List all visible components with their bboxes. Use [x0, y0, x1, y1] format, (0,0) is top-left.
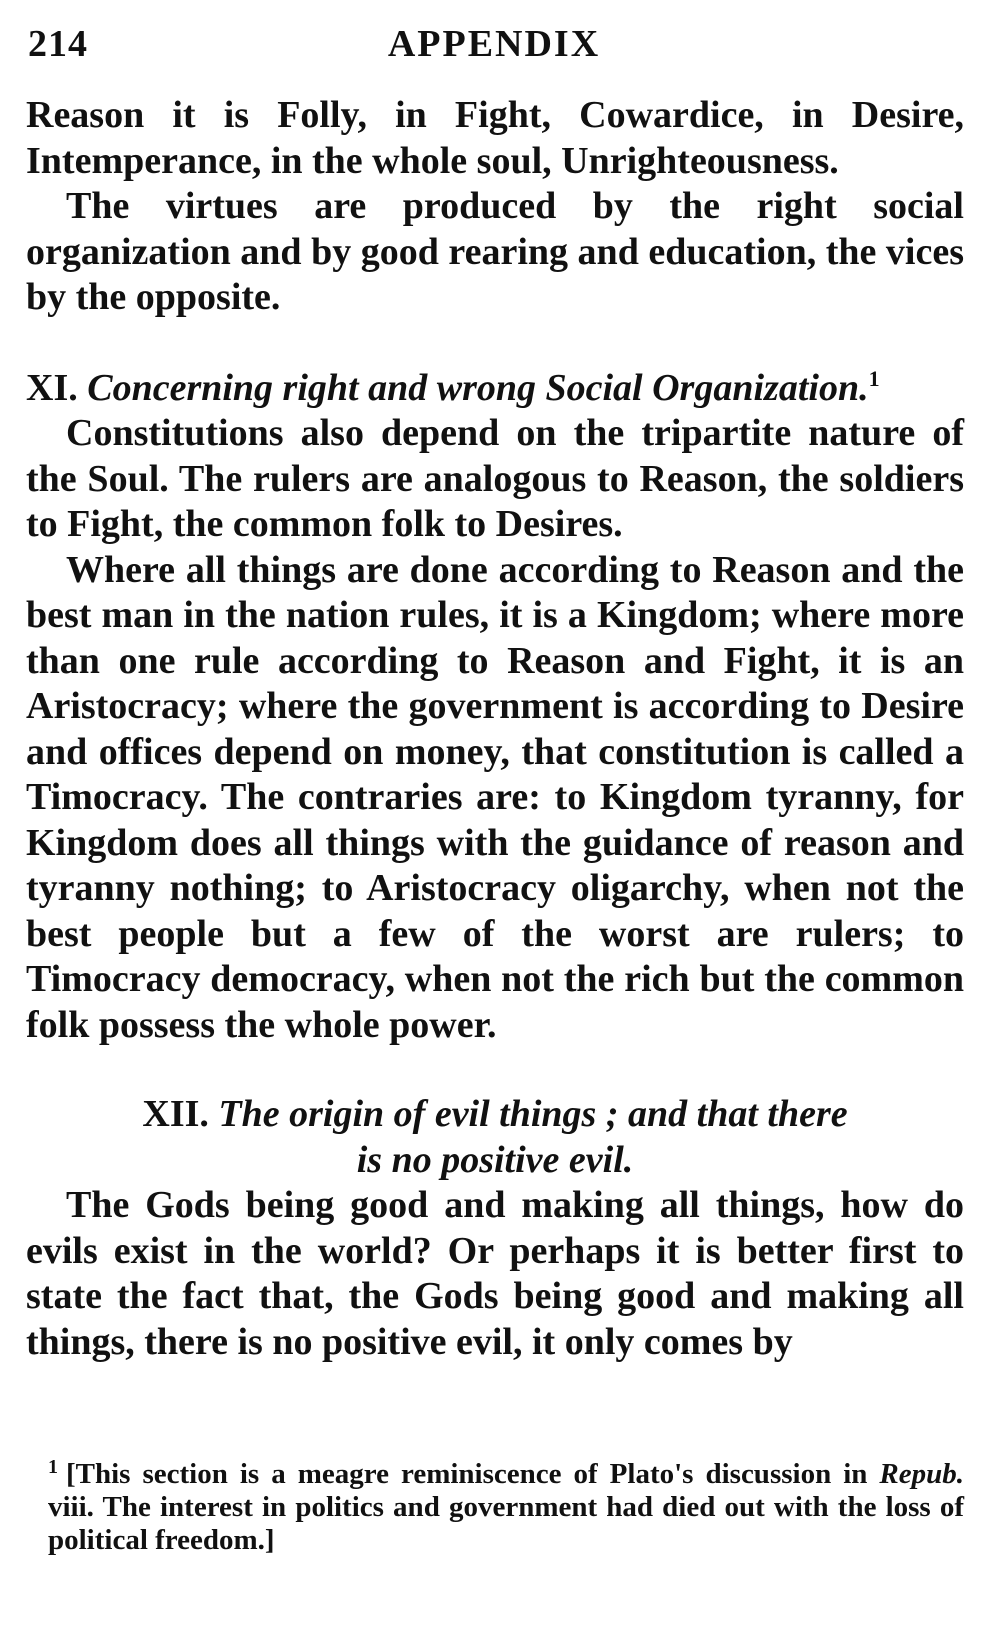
page-header — [26, 22, 962, 72]
footnote — [48, 1458, 964, 1557]
section-heading-xii — [26, 1092, 964, 1183]
paragraph-gods: The Gods being good and making all things, how do evils exist in the world? Or perhaps it is better first to state the fact that, the Gods being good and making all things, there is no positive evil, it only comes by — [26, 1184, 964, 1363]
section-title: Concerning right and wrong Social Organization. — [87, 366, 869, 409]
page-body — [26, 93, 964, 1365]
footnote-mark: 1 — [48, 1456, 58, 1478]
paragraph-continuation: Reason it is Folly, in Fight, Cowardice, in Desire, Intemperance, in the whole soul, Unrighteousness. — [26, 94, 964, 182]
paragraph-kingdom: Where all things are done according to Reason and the best man in the nation rules, it is a Kingdom; where more than one rule according to Reason and Fight, it is an Aristocracy; where the government is according to Desire and offices depend on money, that constitution is called a Timocracy. The contraries are: to Kingdom tyranny, for Kingdom does all things with the guidance of reason and tyranny nothing; to Aristocracy oligarchy, when not the best people but a few of the worst are rulers; to Timocracy democracy, when not the rich but the common folk possess the whole power. — [26, 548, 964, 1046]
section-number: XII. — [142, 1093, 209, 1135]
paragraph-constitutions: Constitutions also depend on the tripartite nature of the Soul. The rulers are analogous to Reason, the soldiers to Fight, the common folk to Desires. — [26, 412, 964, 545]
section-heading-xi — [26, 366, 964, 412]
running-head: APPENDIX — [387, 23, 601, 65]
section-title-line-2: is no positive evil. — [356, 1138, 634, 1181]
footnote-text-b: viii. The interest in politics and government had died out with the loss of political freedom.] — [48, 1491, 964, 1556]
footnote-reference: 1 — [868, 365, 880, 391]
section-number: XI. — [26, 366, 78, 409]
section-title-line-1: The origin of evil things ; and that there — [218, 1093, 848, 1135]
footnote-reference-work: Repub. — [879, 1458, 965, 1490]
footnote-text-a: [This section is a meagre reminiscence of Plato's discussion in — [66, 1458, 868, 1490]
paragraph-virtues: The virtues are produced by the right social organization and by good rearing and education, the vices by the opposite. — [26, 185, 964, 318]
page-number: 214 — [28, 23, 88, 65]
